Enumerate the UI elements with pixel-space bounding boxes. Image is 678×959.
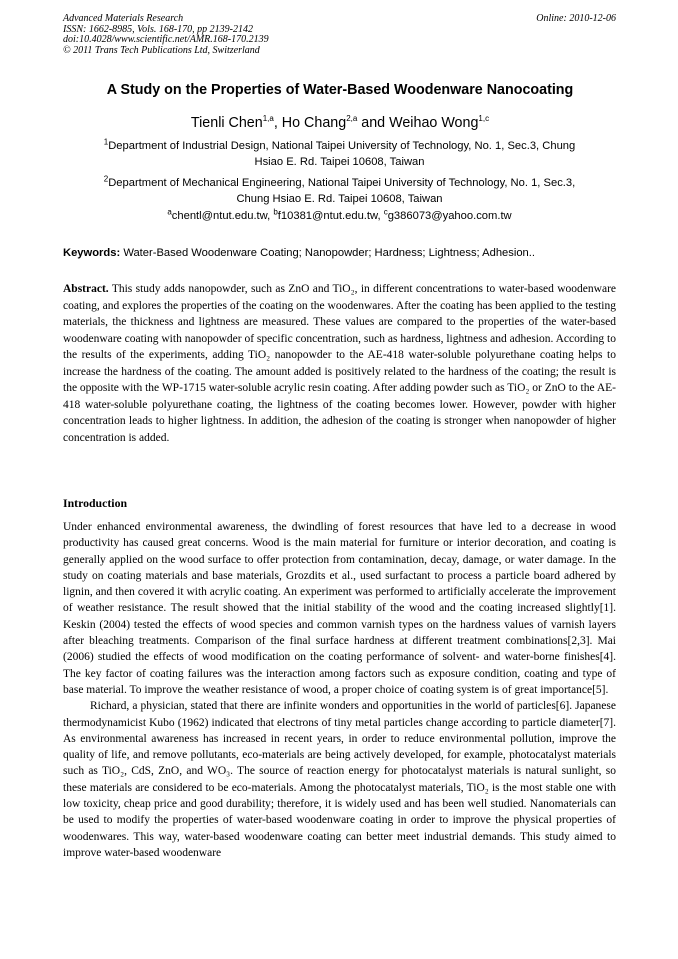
paragraph: Under enhanced environmental awareness, the dwindling of forest resources that have led to a decrease in wood productivity has caused great concerns. Wood is the main material for furniture or interior decoration, and coating is generally applied on the wood surface to offer protection from contamination, decay, damage, or water damage. In the study on coating materials and base materials, Grozdits et al., used surfactant to process a particle board adhered by lignin, and then covered it with acrylic coating. An experiment was performed to artificially accelerate the improvement of weather resistance. The result showed that the initial stability of the wood and the coating increased slightly[1]. Keskin (2004) tested the effects of wood species and common varnish types on the hardness values of varnish layers after bleaching treatments. Comparison of the final surface hardness at different treatment combinations[2,3]. Mai (2006) studied the effects of wood modification on the coating performance of solvent- and water-borne finishes[4]. The key factor of coating failures was the interaction among factors such as exposure condition, coating and type of base material. To improve the weather resistance of wood, a proper choice of coating system is of great importance[5]. — [63, 521, 616, 696]
abstract-label: Abstract. — [63, 283, 109, 295]
author-name: Weihao Wong — [389, 115, 479, 131]
email-address[interactable]: g386073@yahoo.com.tw — [387, 210, 512, 222]
email-mark: c — [383, 207, 388, 217]
author-name: Tienli Chen — [190, 115, 263, 131]
author-affil-mark: 2,a — [346, 114, 358, 124]
email-address[interactable]: chentl@ntut.edu.tw — [171, 210, 268, 222]
affiliation-line: Hsiao E. Rd. Taipei 10608, Taiwan — [254, 155, 425, 168]
abstract-text: This study adds nanopowder, such as ZnO and TiO₂, in different concentrations to water-based woodenware coating, and explores the properties of the coating on the woodenwares. After the coating has been applied to the testing materials, the thickness and lightness are measured. These values are compared to the properties of the water-based woodenware coating with nanopowder of specific concentration, such as hardness, lightness and adhesion. According to the results of the experiments, adding TiO₂ nanopowder to the AE-418 water-soluble polyurethane coating helps to increase the hardness of the coating. The amount added is positively related to the hardness of the coating; the result is the opposite with the WP-1715 water-soluble acrylic resin coating. After adding powder such as TiO₂ or ZnO to the AE-418 water-soluble polyurethane coating, the lightness of the coating becomes lower. However, powder with higher concentration leads to higher lightness. In addition, the adhesion of the coating is stronger when nanopowder of higher concentration is added. — [63, 283, 617, 444]
affiliation-mark: 1 — [103, 137, 109, 147]
email-mark: b — [273, 207, 278, 217]
keywords-label: Keywords: — [63, 247, 121, 259]
issn-line: ISSN: 1662-8985, Vols. 168-170, pp 2139-2142 — [63, 23, 253, 35]
affiliation-1 — [63, 139, 616, 170]
email-mark: a — [167, 207, 172, 217]
introduction-body — [63, 519, 616, 861]
paper-title: A Study on the Properties of Water-Based Woodenware Nanocoating — [106, 82, 574, 98]
author-list — [40, 115, 640, 131]
affiliation-2 — [63, 176, 616, 207]
affiliation-mark: 2 — [103, 174, 109, 184]
email-address[interactable]: f10381@ntut.edu.tw — [277, 210, 378, 222]
affiliation-line: Chung Hsiao E. Rd. Taipei 10608, Taiwan — [236, 192, 443, 205]
email-separator: , — [267, 210, 274, 222]
paragraph: Richard, a physician, stated that there are infinite wonders and opportunities in the world of particles[6]. Japanese thermodynamicist Kubo (1962) indicated that electrons of tiny metal particles change according to particle diameter[7]. As environmental awareness has increased in recent years, in order to reduce environmental pollution, improve the quality of life, and remove pollutants, eco-materials are being actively developed, for example, photocatalyst materials such as TiO₂, CdS, ZnO, and WO₃. The source of reaction energy for photocatalyst materials is natural sunlight, so these materials are considered to be eco-materials. Among the photocatalyst materials, TiO₂ is the most stable one with low toxicity, cheap price and good durability; therefore, it is widely used and has been well studied. Nanomaterials can be used to modify the properties of water-based woodenware coating in order to improve the physical properties of woodenwares. This way, water-based woodenware coating can better meet industrial demands. This study aimed to improve water-based woodenware — [63, 700, 616, 859]
email-separator: , — [377, 210, 384, 222]
affiliation-line: Department of Industrial Design, National Taipei University of Technology, No. 1, Sec.3, Chung — [108, 140, 576, 152]
author-separator: and — [357, 115, 390, 131]
doi-line: doi:10.4028/www.scientific.net/AMR.168-170.2139 — [63, 34, 269, 46]
online-date: Online: 2010-12-06 — [536, 13, 616, 24]
journal-name: Advanced Materials Research — [63, 13, 184, 24]
affiliation-line: Department of Mechanical Engineering, National Taipei University of Technology, No. 1, Sec.3, — [108, 177, 576, 189]
keywords-line — [63, 247, 623, 259]
copyright-line: © 2011 Trans Tech Publications Ltd, Switzerland — [63, 44, 260, 56]
journal-header — [63, 14, 616, 56]
author-name: Ho Chang — [281, 115, 347, 131]
author-separator: , — [273, 115, 282, 131]
author-affil-mark: 1,a — [262, 114, 274, 124]
author-affil-mark: 1,c — [478, 114, 490, 124]
section-heading-introduction: Introduction — [63, 496, 128, 510]
email-list — [63, 207, 616, 222]
keywords-text: Water-Based Woodenware Coating; Nanopowder; Hardness; Lightness; Adhesion.. — [123, 247, 535, 259]
abstract — [63, 281, 616, 446]
